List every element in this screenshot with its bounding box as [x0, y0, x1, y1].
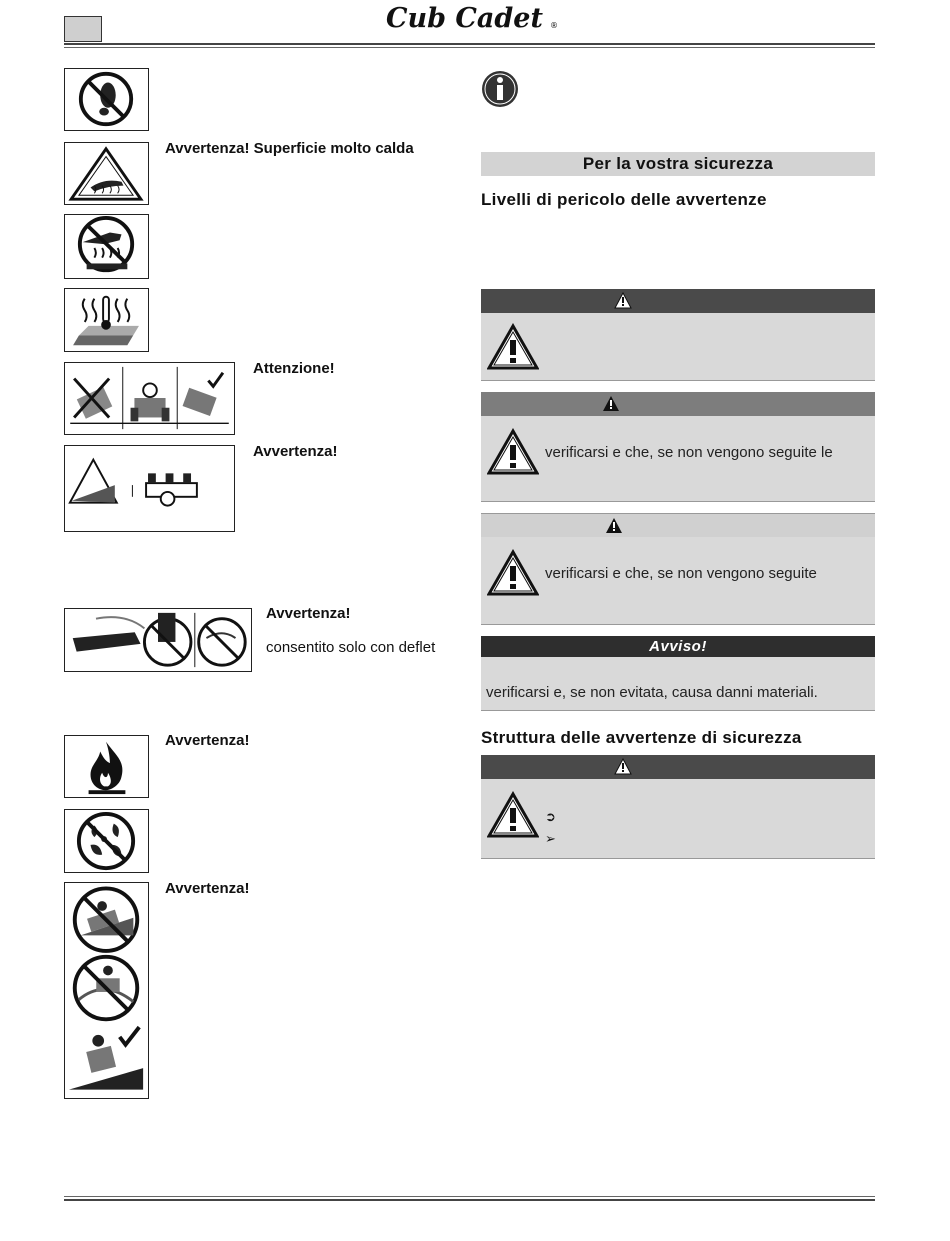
- no-hand-hot-icon: [64, 214, 149, 279]
- deflector-warning-label: Avvertenza!: [266, 605, 351, 622]
- flammable-fire-icon: [64, 735, 149, 798]
- structure-bar: [481, 755, 875, 779]
- header-rule-thin: [64, 47, 875, 48]
- warning-triangle-icon: [602, 395, 620, 412]
- info-icon: [481, 70, 519, 108]
- warning-triangle-icon: [487, 791, 539, 839]
- rollover-warning-label: Avvertenza!: [165, 880, 250, 897]
- warning-triangle-icon: [614, 292, 632, 309]
- slope-ballast-icon: [64, 445, 235, 532]
- action-arrow-icon: ➲: [545, 810, 556, 825]
- hot-surface-icon: [64, 142, 149, 205]
- notice-bar: Avviso!: [481, 636, 875, 657]
- brand-registered-mark: ®: [550, 21, 558, 30]
- warning-bar: [481, 392, 875, 416]
- hot-surface-warning: Avvertenza! Superficie molto calda: [165, 140, 414, 157]
- caution-box: [481, 513, 875, 625]
- structure-example-box: [481, 755, 875, 859]
- caution-box-text: verificarsi e che, se non vengono seguite: [545, 565, 817, 582]
- structure-heading: Struttura delle avvertenze di sicurezza: [481, 728, 802, 747]
- notice-box: [481, 636, 875, 711]
- section-title-bar: Per la vostra sicurezza: [481, 152, 875, 176]
- slope-warning-label: Avvertenza!: [253, 443, 338, 460]
- debris-leaves-icon: [64, 809, 149, 873]
- caution-bar: [481, 513, 875, 537]
- deflector-warning-text: consentito solo con deflet: [266, 639, 436, 656]
- warning-box-text: verificarsi e che, se non vengono seguite le: [545, 444, 833, 461]
- warning-box: [481, 392, 875, 502]
- hot-ground-thermometer-icon: [64, 288, 149, 352]
- fire-warning-label: Avvertenza!: [165, 732, 250, 749]
- warning-triangle-icon: [487, 428, 539, 476]
- footer-rule: [64, 1199, 875, 1201]
- warning-triangle-icon: [614, 758, 632, 775]
- page-number-box: [64, 16, 102, 42]
- hazard-levels-heading: Livelli di pericolo delle avvertenze: [481, 190, 767, 209]
- warning-triangle-icon: [487, 323, 539, 371]
- brand-name: Cub Cadet: [386, 3, 543, 34]
- tractor-tip-caution-icon: [64, 362, 235, 435]
- footer-rule-thin: [64, 1196, 875, 1197]
- header-rule: [64, 43, 875, 45]
- deflector-required-icon: [64, 608, 252, 672]
- rollover-slope-icon: [64, 882, 149, 1099]
- caution-label: Attenzione!: [253, 360, 335, 377]
- notice-text: verificarsi e, se non evitata, causa danni materiali.: [486, 684, 818, 701]
- warning-triangle-icon: [605, 517, 623, 534]
- brand-logo: [380, 2, 560, 34]
- danger-bar: [481, 289, 875, 313]
- warning-triangle-icon: [487, 549, 539, 597]
- no-foot-icon: [64, 68, 149, 131]
- danger-warning-box: [481, 289, 875, 381]
- result-arrowhead-icon: ➢: [545, 832, 556, 847]
